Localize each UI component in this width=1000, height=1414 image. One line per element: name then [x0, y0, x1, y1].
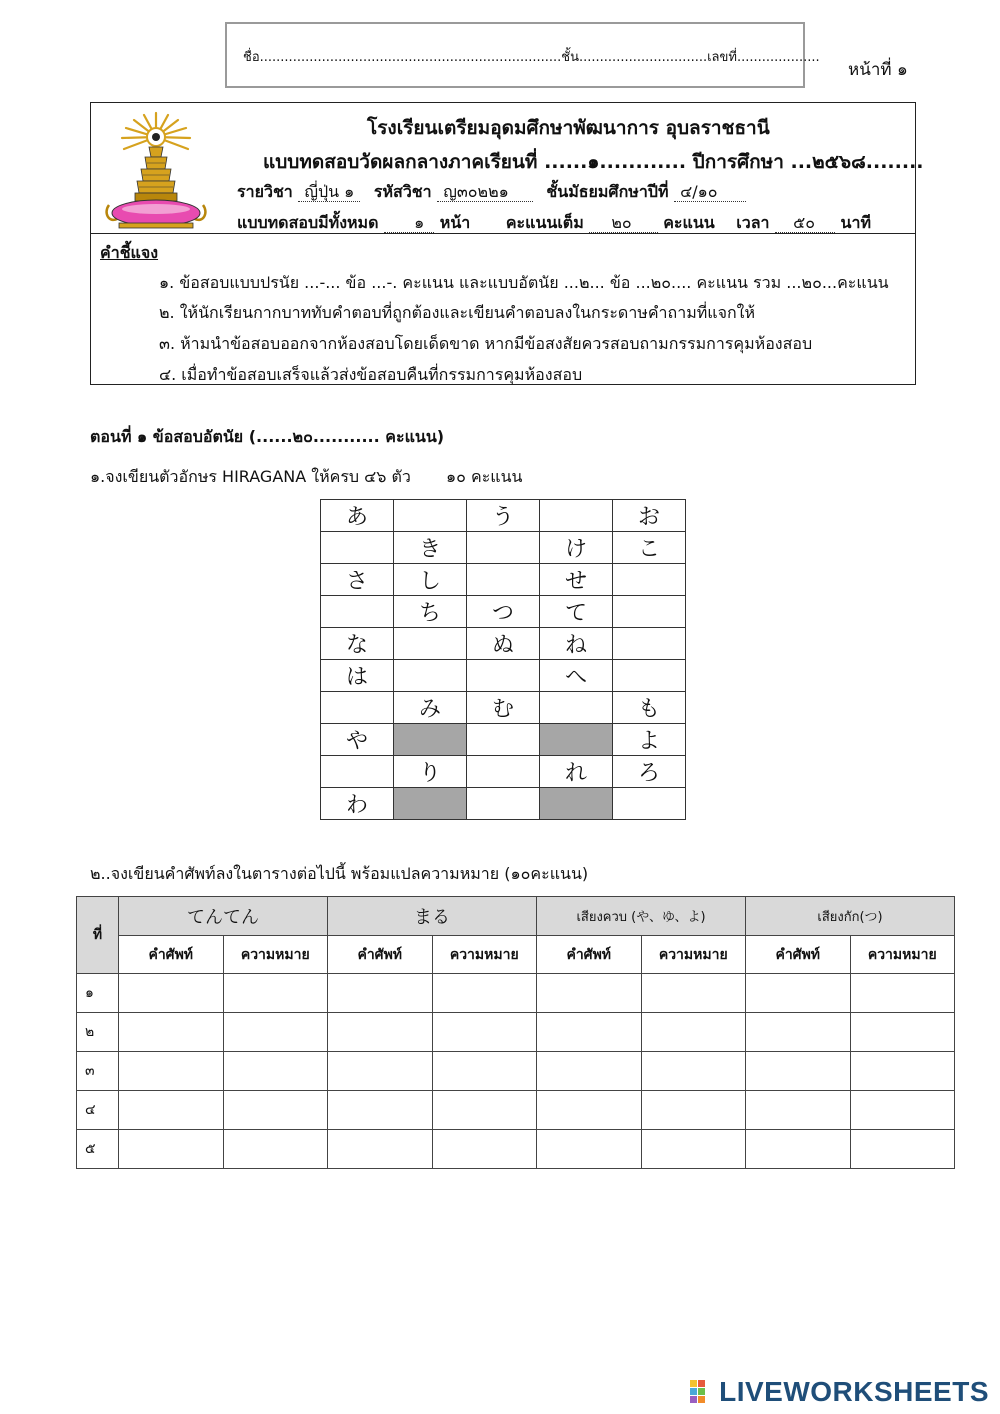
time-value: ๕๐ [775, 213, 835, 233]
header-divider [91, 233, 915, 234]
total-pages-label: แบบทดสอบมีทั้งหมด [237, 213, 379, 232]
hiragana-answer-cell[interactable] [467, 660, 540, 692]
hiragana-cell: あ [321, 500, 394, 532]
row-number: ๕ [77, 1130, 119, 1169]
hiragana-cell: き [394, 532, 467, 564]
word-answer-cell[interactable] [746, 1130, 851, 1169]
question-2-text: ๒..จงเขียนคำศัพท์ลงในตารางต่อไปนี้ พร้อมแปลความหมาย (๑๐คะแนน) [90, 864, 589, 883]
word-answer-cell[interactable] [328, 1130, 433, 1169]
academic-year-label: ปีการศึกษา [692, 151, 784, 173]
meaning-answer-cell[interactable] [850, 1091, 955, 1130]
hiragana-answer-cell[interactable] [321, 532, 394, 564]
hiragana-cell: や [321, 724, 394, 756]
subject-code-label: รหัสวิชา [373, 182, 432, 201]
hiragana-cell: り [394, 756, 467, 788]
hiragana-answer-cell[interactable] [467, 788, 540, 820]
grade-value: ๔/๑๐ [674, 182, 745, 202]
word-answer-cell[interactable] [328, 1052, 433, 1091]
meaning-answer-cell[interactable] [641, 974, 746, 1013]
meaning-answer-cell[interactable] [432, 1013, 537, 1052]
school-seal-icon [99, 109, 213, 233]
table-row [77, 1130, 955, 1169]
hiragana-answer-cell[interactable] [394, 500, 467, 532]
hiragana-row [321, 532, 686, 564]
instruction-item: ๒. ให้นักเรียนกากบาททับคำตอบที่ถูกต้องและเขียนคำตอบลงในกระดาษคำถามที่แจกให้ [159, 303, 756, 322]
hiragana-answer-cell[interactable] [467, 532, 540, 564]
group-header-tenten: てんてん [119, 897, 328, 936]
hiragana-answer-cell[interactable] [321, 596, 394, 628]
blocked-cell [540, 788, 613, 820]
word-answer-cell[interactable] [328, 1091, 433, 1130]
full-score-unit: คะแนน [663, 213, 715, 232]
group-header-small-tsu: เสียงกัก(つ) [746, 897, 955, 936]
row-number: ๒ [77, 1013, 119, 1052]
instruction-item: ๔. เมื่อทำข้อสอบเสร็จแล้วส่งข้อสอบคืนที่กรรมการคุมห้องสอบ [159, 365, 583, 384]
hiragana-cell: む [467, 692, 540, 724]
vocabulary-table [76, 896, 955, 1169]
table-row [77, 1091, 955, 1130]
blocked-cell [394, 788, 467, 820]
hiragana-cell: て [540, 596, 613, 628]
full-score-label: คะแนนเต็ม [505, 213, 584, 232]
hiragana-cell: わ [321, 788, 394, 820]
word-answer-cell[interactable] [537, 1013, 642, 1052]
hiragana-answer-cell[interactable] [321, 692, 394, 724]
meaning-column-header: ความหมาย [432, 936, 537, 974]
grade-label: ชั้นมัธยมศึกษาปีที่ [546, 182, 669, 201]
word-answer-cell[interactable] [119, 974, 224, 1013]
hiragana-cell: よ [613, 724, 686, 756]
full-score-value: ๒๐ [589, 213, 657, 233]
hiragana-cell: ぬ [467, 628, 540, 660]
word-answer-cell[interactable] [119, 1013, 224, 1052]
instruction-item: ๓. ห้ามนำข้อสอบออกจากห้องสอบโดยเด็ดขาด หากมีข้อสงสัยควรสอบถามกรรมการคุมห้องสอบ [159, 334, 813, 353]
hiragana-cell: ち [394, 596, 467, 628]
meaning-answer-cell[interactable] [223, 974, 328, 1013]
word-answer-cell[interactable] [328, 974, 433, 1013]
question-1 [90, 465, 523, 490]
page-number: หน้าที่ ๑ [848, 60, 908, 80]
hiragana-answer-cell[interactable] [321, 756, 394, 788]
word-answer-cell[interactable] [328, 1013, 433, 1052]
hiragana-answer-cell[interactable] [613, 628, 686, 660]
hiragana-answer-cell[interactable] [540, 692, 613, 724]
school-name: โรงเรียนเตรียมอุดมศึกษาพัฒนาการ อุบลราชธานี [367, 117, 770, 139]
hiragana-cell: れ [540, 756, 613, 788]
hiragana-cell: は [321, 660, 394, 692]
meaning-answer-cell[interactable] [432, 1091, 537, 1130]
hiragana-cell: ろ [613, 756, 686, 788]
hiragana-answer-cell[interactable] [467, 564, 540, 596]
hiragana-cell: し [394, 564, 467, 596]
liveworksheets-badge-icon [690, 1380, 714, 1404]
word-column-header: คำศัพท์ [537, 936, 642, 974]
hiragana-cell: さ [321, 564, 394, 596]
table-row [77, 1052, 955, 1091]
hiragana-cell: せ [540, 564, 613, 596]
hiragana-cell: も [613, 692, 686, 724]
hiragana-answer-cell[interactable] [394, 660, 467, 692]
exam-title: แบบทดสอบวัดผลกลางภาคเรียนที่ [263, 151, 538, 173]
subject-code-value: ญ๓๐๒๒๑ [437, 182, 533, 202]
hiragana-row [321, 788, 686, 820]
word-answer-cell[interactable] [746, 1091, 851, 1130]
hiragana-cell: ね [540, 628, 613, 660]
word-answer-cell[interactable] [746, 1052, 851, 1091]
meaning-answer-cell[interactable] [223, 1130, 328, 1169]
hiragana-row [321, 596, 686, 628]
hiragana-answer-cell[interactable] [467, 724, 540, 756]
hiragana-cell: な [321, 628, 394, 660]
time-unit: นาที [840, 213, 872, 232]
row-number: ๔ [77, 1091, 119, 1130]
word-answer-cell[interactable] [119, 1052, 224, 1091]
subject-label: รายวิชา [237, 182, 293, 201]
hiragana-grid [320, 499, 686, 820]
hiragana-row [321, 660, 686, 692]
exam-term: ......๑............ [544, 151, 687, 173]
hiragana-cell: う [467, 500, 540, 532]
hiragana-answer-cell[interactable] [394, 628, 467, 660]
total-pages-value: ๑ [384, 213, 434, 233]
hiragana-answer-cell[interactable] [613, 564, 686, 596]
question-1-points: ๑๐ คะแนน [446, 467, 523, 486]
word-answer-cell[interactable] [537, 1052, 642, 1091]
hiragana-cell: へ [540, 660, 613, 692]
word-column-header: คำศัพท์ [328, 936, 433, 974]
student-info-box [225, 22, 820, 88]
meaning-answer-cell[interactable] [641, 1130, 746, 1169]
meaning-answer-cell[interactable] [432, 974, 537, 1013]
liveworksheets-logo [690, 1376, 989, 1408]
word-answer-cell[interactable] [746, 1013, 851, 1052]
total-pages-unit: หน้า [439, 213, 471, 232]
hiragana-cell: こ [613, 532, 686, 564]
meaning-answer-cell[interactable] [432, 1130, 537, 1169]
exam-title-line [263, 147, 924, 177]
student-info-fields[interactable]: ชื่อ.........................................................................ชั้น...............................เลขที่.................... [243, 50, 820, 65]
meaning-answer-cell[interactable] [850, 1130, 955, 1169]
meaning-answer-cell[interactable] [223, 1052, 328, 1091]
hiragana-row [321, 628, 686, 660]
hiragana-cell: み [394, 692, 467, 724]
question-1-text: ๑.จงเขียนตัวอักษร HIRAGANA ให้ครบ ๔๖ ตัว [90, 467, 411, 486]
hiragana-cell: つ [467, 596, 540, 628]
academic-year-value: ...๒๕๖๘........ [790, 151, 924, 173]
instruction-item: ๑. ข้อสอบแบบปรนัย ...-... ข้อ ...-. คะแนน และแบบอัตนัย ...๒... ข้อ ...๒๐.... คะแนน รวม ...๒๐...คะแนน [159, 273, 889, 292]
subject-value: ญี่ปุ่น ๑ [298, 182, 360, 202]
meaning-answer-cell[interactable] [641, 1013, 746, 1052]
meaning-answer-cell[interactable] [223, 1013, 328, 1052]
word-answer-cell[interactable] [537, 1130, 642, 1169]
row-number: ๑ [77, 974, 119, 1013]
hiragana-answer-cell[interactable] [540, 500, 613, 532]
hiragana-row [321, 564, 686, 596]
part1-title: ตอนที่ ๑ ข้อสอบอัตนัย (......๒๐........... คะแนน) [90, 427, 445, 446]
row-number: ๓ [77, 1052, 119, 1091]
meaning-answer-cell[interactable] [850, 1052, 955, 1091]
hiragana-answer-cell[interactable] [613, 596, 686, 628]
meaning-answer-cell[interactable] [850, 974, 955, 1013]
meaning-answer-cell[interactable] [641, 1052, 746, 1091]
exam-header [90, 102, 924, 385]
hiragana-answer-cell[interactable] [467, 756, 540, 788]
word-column-header: คำศัพท์ [746, 936, 851, 974]
table-row [77, 1013, 955, 1052]
word-answer-cell[interactable] [119, 1130, 224, 1169]
meaning-answer-cell[interactable] [432, 1052, 537, 1091]
hiragana-cell: お [613, 500, 686, 532]
word-column-header: คำศัพท์ [119, 936, 224, 974]
table-row [77, 974, 955, 1013]
group-header-combined-sounds: เสียงควบ (や、ゆ、よ) [537, 897, 746, 936]
meaning-column-header: ความหมาย [223, 936, 328, 974]
blocked-cell [394, 724, 467, 756]
time-label: เวลา [736, 213, 770, 232]
hiragana-row [321, 724, 686, 756]
hiragana-row [321, 756, 686, 788]
meaning-column-header: ความหมาย [850, 936, 955, 974]
meaning-answer-cell[interactable] [850, 1013, 955, 1052]
blocked-cell [540, 724, 613, 756]
hiragana-row [321, 692, 686, 724]
group-header-maru: まる [328, 897, 537, 936]
hiragana-row [321, 500, 686, 532]
hiragana-answer-cell[interactable] [613, 660, 686, 692]
liveworksheets-wordmark: LIVEWORKSHEETS [719, 1376, 990, 1407]
hiragana-cell: け [540, 532, 613, 564]
word-answer-cell[interactable] [119, 1091, 224, 1130]
meaning-column-header: ความหมาย [641, 936, 746, 974]
hiragana-answer-cell[interactable] [613, 788, 686, 820]
number-header: ที่ [77, 897, 119, 974]
meaning-answer-cell[interactable] [641, 1091, 746, 1130]
word-answer-cell[interactable] [537, 974, 642, 1013]
meaning-answer-cell[interactable] [223, 1091, 328, 1130]
subject-line [237, 180, 746, 205]
word-answer-cell[interactable] [746, 974, 851, 1013]
instructions-title: คำชี้แจง [100, 243, 159, 262]
word-answer-cell[interactable] [537, 1091, 642, 1130]
